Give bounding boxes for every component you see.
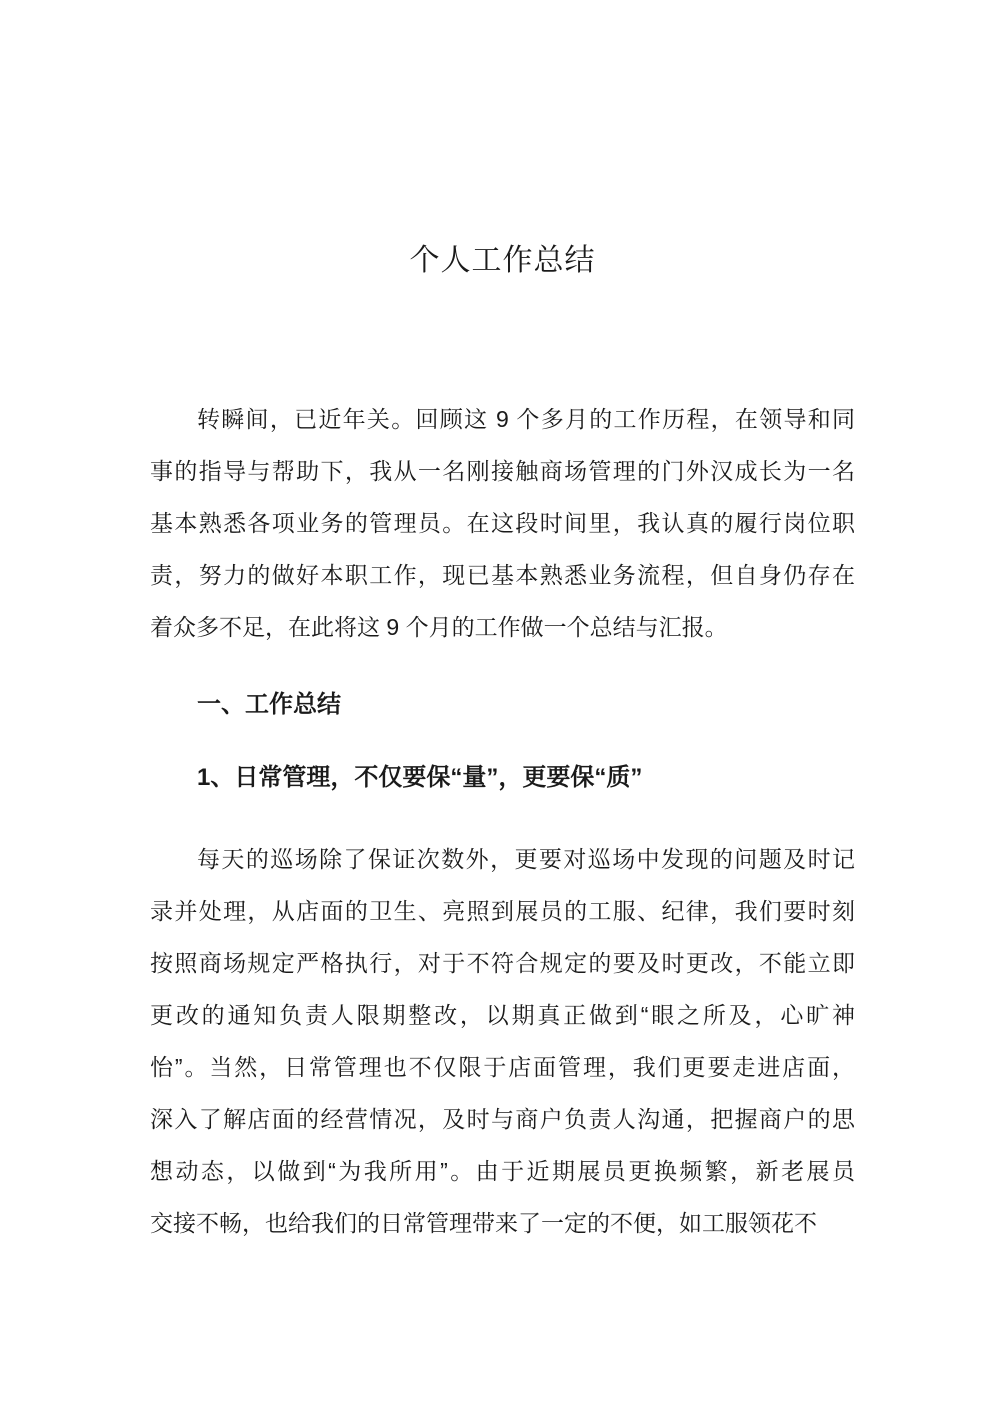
subsection-heading: 1、日常管理，不仅要保“量”，更要保“质” xyxy=(197,764,643,791)
text-line: 着众多不足，在此将这 9 个月的工作做一个总结与汇报。 xyxy=(150,614,728,640)
text-line: 按照商场规定严格执行，对于不符合规定的要及时更改，不能立即 xyxy=(150,950,855,976)
text-line: 怡”。当然，日常管理也不仅限于店面管理，我们更要走进店面， xyxy=(150,1054,855,1080)
section-heading: 一、工作总结 xyxy=(197,691,341,718)
text-line: 更改的通知负责人限期整改，以期真正做到“眼之所及，心旷神 xyxy=(150,1002,855,1028)
document-content xyxy=(150,240,855,1249)
intro-paragraph xyxy=(150,393,855,653)
text-line: 转瞬间，已近年关。回顾这 9 个多月的工作历程，在领导和同 xyxy=(197,406,855,432)
text-line: 交接不畅，也给我们的日常管理带来了一定的不便，如工服领花不 xyxy=(150,1210,817,1236)
text-line: 想动态，以做到“为我所用”。由于近期展员更换频繁，新老展员 xyxy=(150,1158,855,1184)
document-title: 个人工作总结 xyxy=(409,244,596,277)
text-line: 基本熟悉各项业务的管理员。在这段时间里，我认真的履行岗位职 xyxy=(150,510,855,536)
text-line: 事的指导与帮助下，我从一名刚接触商场管理的门外汉成长为一名 xyxy=(150,458,855,484)
text-line: 责，努力的做好本职工作，现已基本熟悉业务流程，但自身仍存在 xyxy=(150,562,855,588)
text-line: 深入了解店面的经营情况，及时与商户负责人沟通，把握商户的思 xyxy=(150,1106,855,1132)
text-line: 录并处理，从店面的卫生、亮照到展员的工服、纪律，我们要时刻 xyxy=(150,898,855,924)
text-line: 每天的巡场除了保证次数外，更要对巡场中发现的问题及时记 xyxy=(197,846,855,872)
body-paragraph xyxy=(150,833,855,1249)
